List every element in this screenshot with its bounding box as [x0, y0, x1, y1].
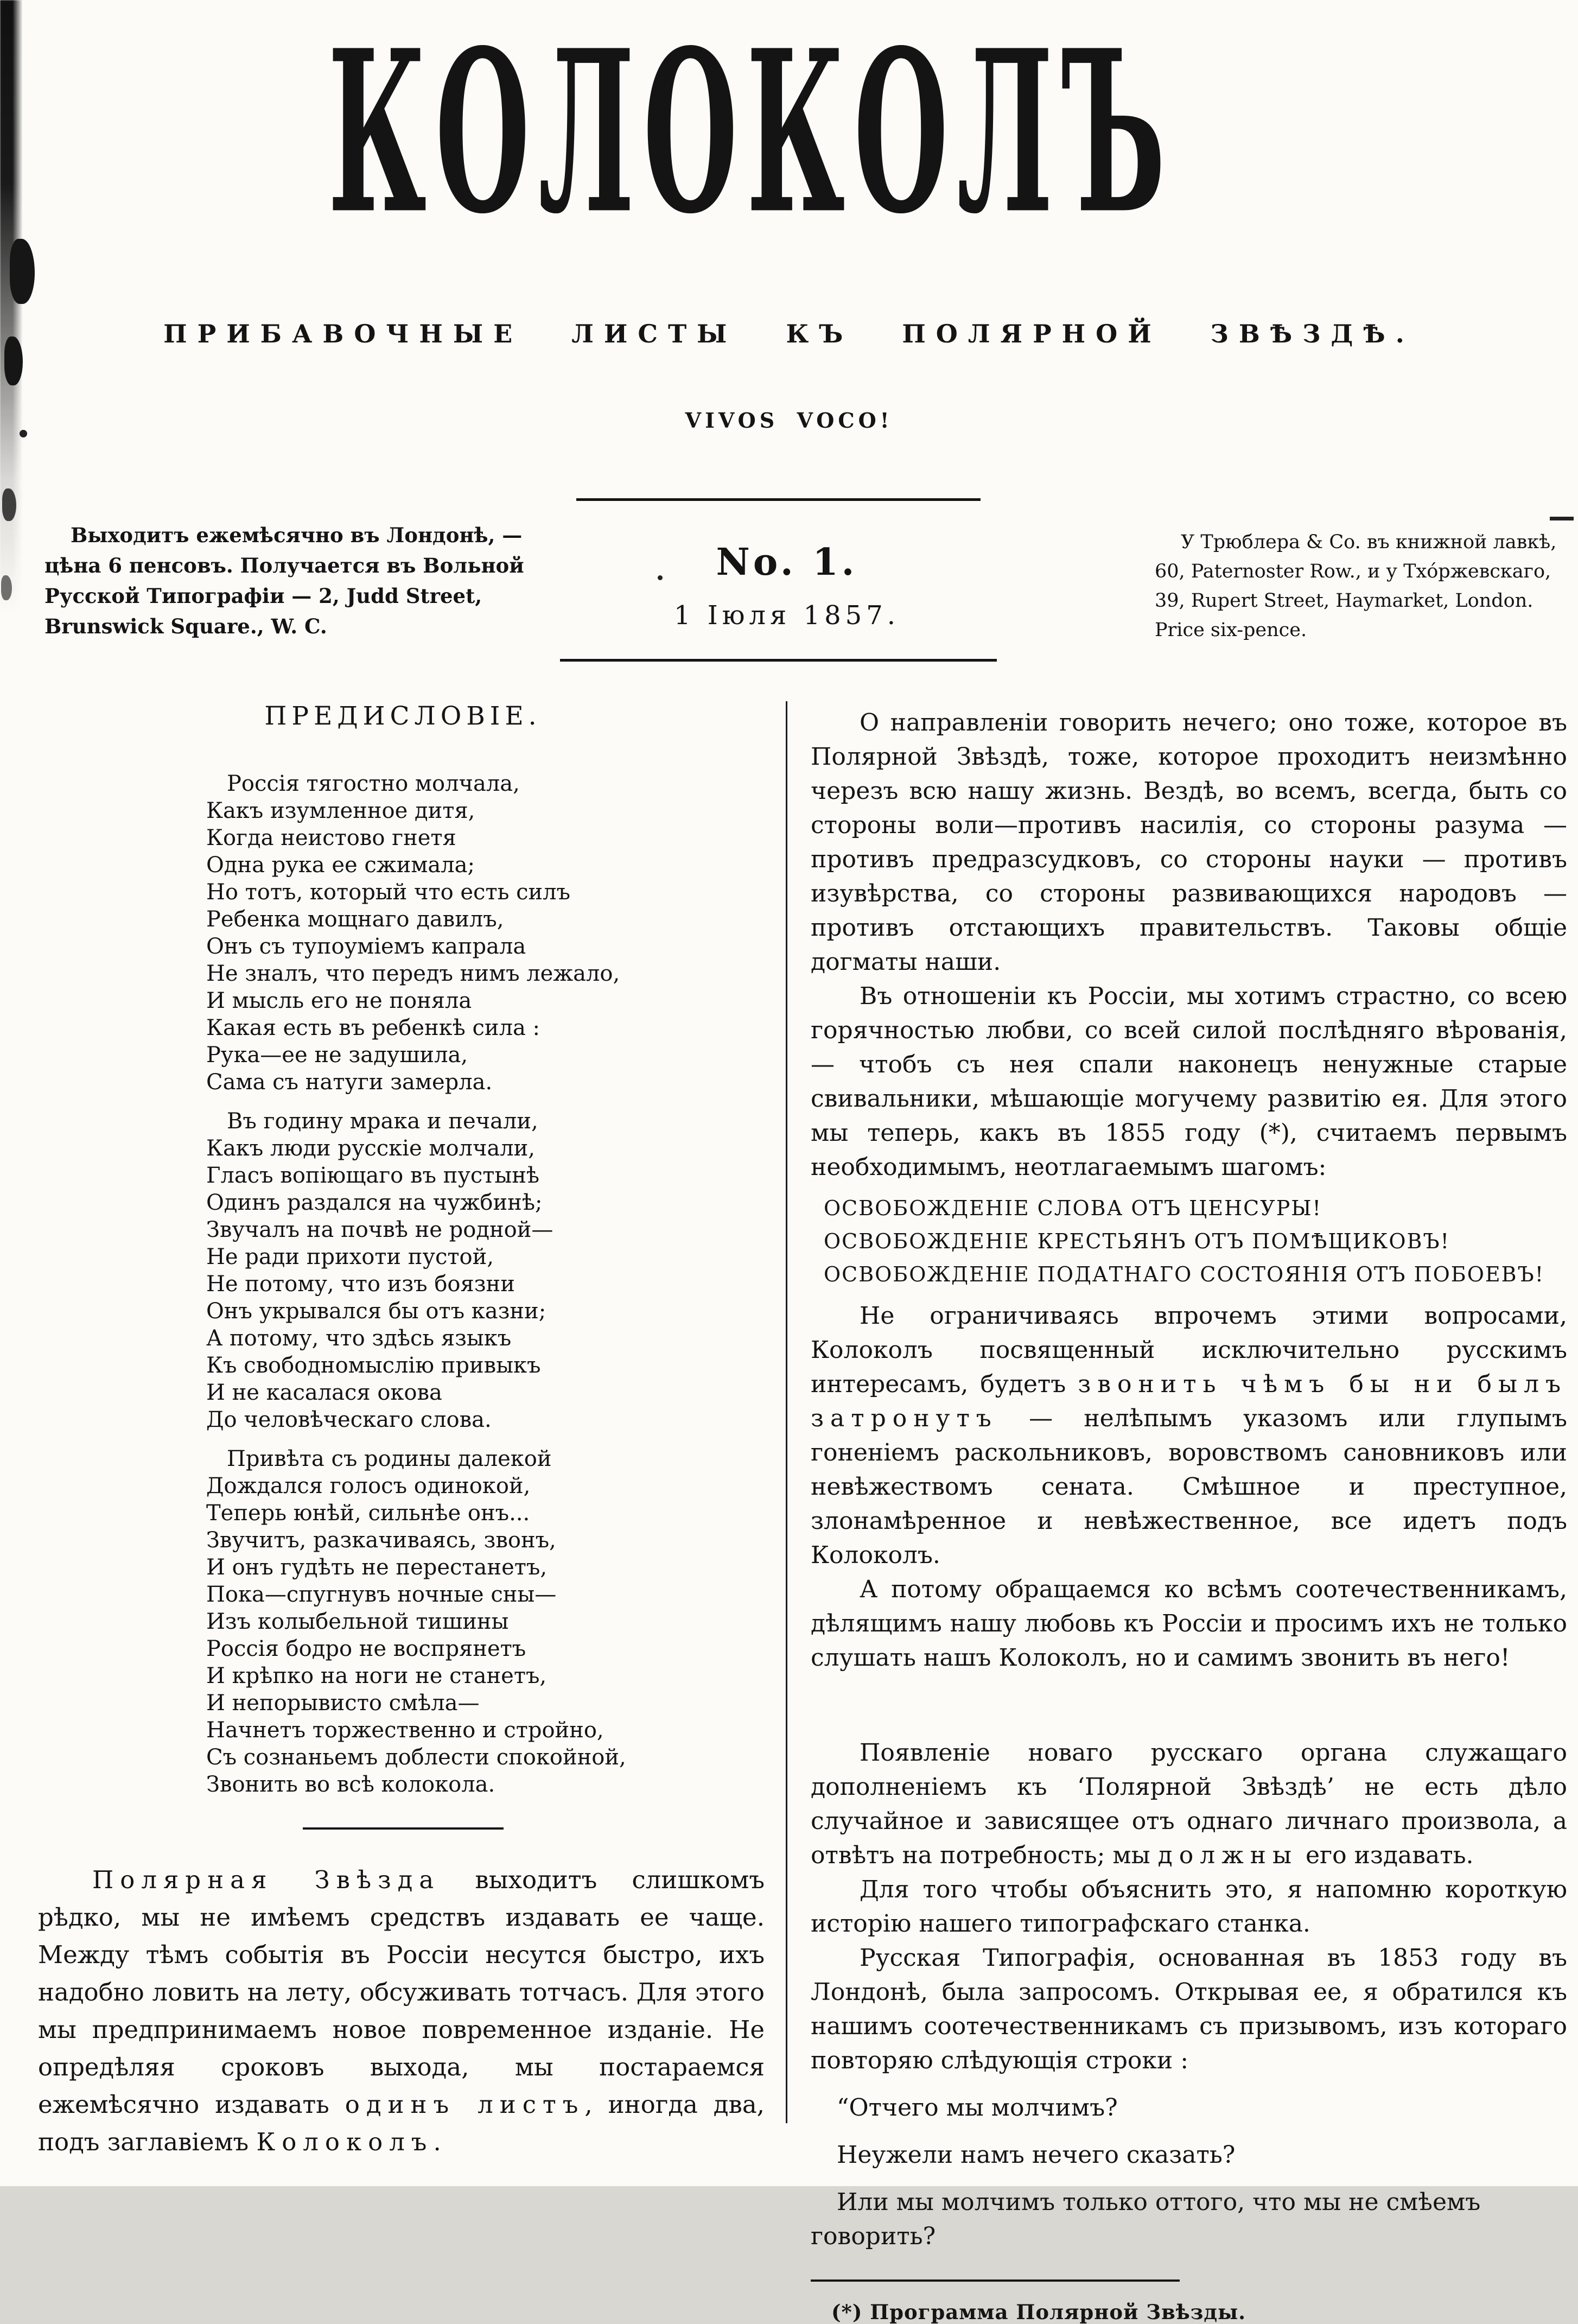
poem-line: Какая есть въ ребенкѣ сила :: [206, 1015, 540, 1040]
poem-line: Одинъ раздался на чужбинѣ;: [206, 1190, 543, 1215]
poem-stanza: [206, 770, 768, 1096]
preface-heading: ПРЕДИСЛОВІЕ.: [264, 701, 542, 731]
poem-line: Съ сознаньемъ доблести спокойной,: [206, 1745, 626, 1770]
poem-stanza: [206, 1445, 768, 1798]
scan-artifact: [1550, 517, 1574, 520]
quoted-lines: [811, 2091, 1567, 2253]
paragraph: [811, 1941, 1567, 2078]
text-segment: .: [433, 2128, 441, 2156]
closing-paragraph: [38, 1861, 768, 2161]
quote-line: “Отчего мы молчимъ?: [837, 2094, 1118, 2122]
section-rule: [303, 1827, 504, 1830]
emphasized-text: Колоколъ: [256, 2128, 434, 2156]
slogan-line: ОСВОБОЖДЕНІЕ ПОДАТНАГО СОСТОЯНІЯ ОТЪ ПОБОЕВЪ!: [824, 1262, 1544, 1286]
poem-line: Онъ укрывался бы отъ казни;: [206, 1299, 546, 1324]
text-segment: Русская Типографія, основанная въ 1853 году въ Лондонѣ, была запросомъ. Открывая ее, я обратился къ нашимъ соотечественникамъ съ призывомъ, изъ котораго повторяю слѣдующія строки :: [811, 1944, 1567, 2074]
poem-line: Начнетъ торжественно и стройно,: [206, 1718, 604, 1743]
poem-line: Дождался голосъ одинокой,: [206, 1474, 531, 1498]
poem-line: Какъ люди русскіе молчали,: [206, 1136, 536, 1161]
poem-line: Какъ изумленное дитя,: [206, 798, 475, 823]
emphasized-text: должны: [1157, 1842, 1299, 1869]
issue-number: No. 1.: [716, 541, 858, 584]
slogan-line: ОСВОБОЖДЕНІЕ СЛОВА ОТЪ ЦЕНСУРЫ!: [824, 1196, 1322, 1220]
paragraph: [811, 1299, 1567, 1572]
publication-info-line: Brunswick Square., W. C.: [44, 614, 327, 638]
poem-line: Изъ колыбельной тишины: [206, 1609, 509, 1634]
motto: VIVOS VOCO!: [685, 408, 893, 433]
poem-line: И онъ гудѣть не перестанетъ,: [206, 1555, 548, 1580]
emphasized-text: одинъ листъ: [345, 2090, 585, 2119]
seller-info-line: Price six-pence.: [1155, 619, 1307, 641]
preface-poem: [206, 770, 768, 1798]
text-segment: , иногда два, подъ заглавіемъ: [38, 2090, 765, 2156]
column-divider: [786, 701, 787, 2123]
text-segment: выходитъ слишкомъ рѣдко, мы не имѣемъ средствъ издавать ее чаще. Между тѣмъ событія въ Россіи несутся быстро, ихъ надобно ловить на лету, обсуживать тотчасъ. Для этого мы предпринимаемъ новое повременное изданіе. Не опредѣляя сроковъ выхода, мы постараемся ежемѣсячно издавать: [38, 1865, 765, 2119]
quote-line: Неужели намъ нечего сказать?: [837, 2141, 1236, 2169]
poem-line: До человѣческаго слова.: [206, 1407, 492, 1432]
poem-line: Сама съ натуги замерла.: [206, 1070, 493, 1095]
scan-artifact: [2, 488, 16, 521]
masthead: [0, 2, 1540, 264]
text-segment: его издавать.: [1298, 1842, 1474, 1869]
scan-artifact: [10, 239, 35, 304]
text-segment: Появленіе новаго русскаго органа служащаго дополненіемъ къ ‘Полярной Звѣздѣ’ не есть дѣло случайное и зависящее отъ однаго личнаго произвола, а отвѣтъ на потребность; мы: [811, 1739, 1567, 1869]
text-segment: О направленіи говорить нечего; оно тоже, которое въ Полярной Звѣздѣ, тоже, которое проходитъ неизмѣнно черезъ всю нашу жизнь. Вездѣ, во всемъ, всегда, быть со стороны воли—противъ насилія, со стороны разума — противъ предразсудковъ, со стороны науки — противъ изувѣрства, со стороны развивающихся народовъ — противъ отстающихъ правительствъ. Таковы общіе догматы наши.: [811, 709, 1567, 976]
poem-line: Звонить во всѣ колокола.: [206, 1772, 495, 1797]
poem-line: Но тотъ, который что есть силъ: [206, 880, 570, 905]
poem-line: И непорывисто смѣла—: [206, 1691, 480, 1716]
poem-line: И мысль его не поняла: [206, 988, 472, 1013]
poem-line: Гласъ вопіющаго въ пустынѣ: [206, 1163, 540, 1188]
seller-info-line: 60, Paternoster Row., и у Тхо́ржевскаго,: [1155, 561, 1551, 582]
poem-line: И крѣпко на ноги не станетъ,: [206, 1663, 547, 1688]
poem-line: Россія бодро не воспрянетъ: [206, 1636, 526, 1661]
publication-info-line: цѣна 6 пенсовъ. Получается въ Вольной: [44, 554, 524, 577]
seller-info-right: [1155, 528, 1578, 645]
paragraph: [811, 1572, 1567, 1675]
poem-line: Не зналъ, что передъ нимъ лежало,: [206, 961, 620, 986]
seller-info-line: 39, Rupert Street, Haymarket, London.: [1155, 590, 1534, 612]
quote-line: Или мы молчимъ только оттого, что мы не смѣемъ говорить?: [811, 2188, 1481, 2250]
issue-rule-top: [576, 498, 981, 501]
issue-rule-bottom: [560, 659, 997, 662]
poem-line: Звучалъ на почвѣ не родной—: [206, 1217, 553, 1242]
poem-line: Къ свободномыслію привыкъ: [206, 1353, 541, 1378]
paragraph: [811, 1872, 1567, 1941]
poem-line: И не касалася окова: [206, 1380, 442, 1405]
paragraph: [811, 979, 1567, 1184]
issue-date: 1 Іюля 1857.: [674, 600, 900, 631]
emphasized-text: звонить чѣмъ бы ни былъ затронутъ: [811, 1370, 1567, 1432]
left-column: [38, 701, 768, 2161]
paragraph: [811, 706, 1567, 979]
poem-line: Россія тягостно молчала,: [227, 771, 520, 796]
masthead-title: КОЛОКОЛЪ: [328, 2, 1174, 264]
poem-stanza: [206, 1108, 768, 1433]
poem-line: Одна рука ее сжимала;: [206, 853, 475, 878]
slogans-list: [824, 1192, 1567, 1291]
poem-line: Пока—спугнувъ ночные сны—: [206, 1582, 557, 1607]
text-segment: А потому обращаемся ко всѣмъ соотечественникамъ, дѣлящимъ нашу любовь къ Россіи и просимъ ихъ не только слушать нашъ Колоколъ, но и самимъ звонить въ него!: [811, 1576, 1567, 1672]
footnote-text: (*) Программа Полярной Звѣзды.: [831, 2300, 1246, 2324]
poem-line: Когда неистово гнетя: [206, 826, 456, 850]
right-column: [811, 706, 1567, 2324]
poem-line: Не ради прихоти пустой,: [206, 1244, 494, 1269]
poem-line: Звучитъ, разкачиваясь, звонъ,: [206, 1528, 556, 1553]
poem-line: Рука—ее не задушила,: [206, 1043, 468, 1068]
text-segment: Не ограничиваясь впрочемъ этими вопросами, Колоколъ посвященный исключительно русскимъ интересамъ, будетъ: [811, 1302, 1567, 1398]
emphasized-text: Полярная Звѣзда: [92, 1865, 441, 1894]
issue-block: [624, 541, 950, 631]
slogan-line: ОСВОБОЖДЕНІЕ КРЕСТЬЯНЪ ОТЪ ПОМѢЩИКОВЪ!: [824, 1229, 1450, 1253]
poem-line: Привѣта съ родины далекой: [227, 1446, 552, 1471]
poem-line: Онъ съ тупоуміемъ капрала: [206, 934, 526, 959]
footnote-rule: [811, 2279, 1180, 2282]
paragraph: [811, 1736, 1567, 1872]
poem-line: Не потому, что изъ боязни: [206, 1272, 515, 1297]
scan-artifact: [1, 575, 12, 600]
text-segment: Въ отношеніи къ Россіи, мы хотимъ страстно, со всею горячностью любви, со всей силой послѣдняго вѣрованія, — чтобъ съ нея спали наконецъ ненужные старые свивальники, мѣшающіе могучему развитію ея. Для этого мы теперь, какъ въ 1855 году (*), считаемъ первымъ необходимымъ, неотлагаемымъ шагомъ:: [811, 982, 1567, 1181]
poem-line: Въ годину мрака и печали,: [227, 1109, 538, 1134]
poem-line: Теперь юнѣй, сильнѣе онъ...: [206, 1501, 530, 1526]
publication-info-line: Русской Типографіи — 2, Judd Street,: [44, 584, 482, 608]
poem-line: Ребенка мощнаго давилъ,: [206, 907, 504, 932]
publication-info-line: Выходитъ ежемѣсячно въ Лондонѣ, —: [71, 523, 523, 547]
publication-info-left: [44, 520, 582, 642]
subtitle: ПРИБАВОЧНЫЕ ЛИСТЫ КЪ ПОЛЯРНОЙ ЗВѢЗДѢ.: [163, 319, 1415, 348]
seller-info-line: У Трюблера & Co. въ книжной лавкѣ,: [1181, 531, 1557, 553]
poem-line: А потому, что здѣсь языкъ: [206, 1326, 512, 1351]
text-segment: Для того чтобы объяснить это, я напомню короткую исторію нашего типографскаго станка.: [811, 1876, 1567, 1938]
text-segment: — нелѣпымъ указомъ или глупымъ гоненіемъ раскольниковъ, воровствомъ сановниковъ или невѣжествомъ сената. Смѣшное и преступное, злонамѣренное и невѣжественное, все идетъ подъ Колоколъ.: [811, 1405, 1567, 1569]
